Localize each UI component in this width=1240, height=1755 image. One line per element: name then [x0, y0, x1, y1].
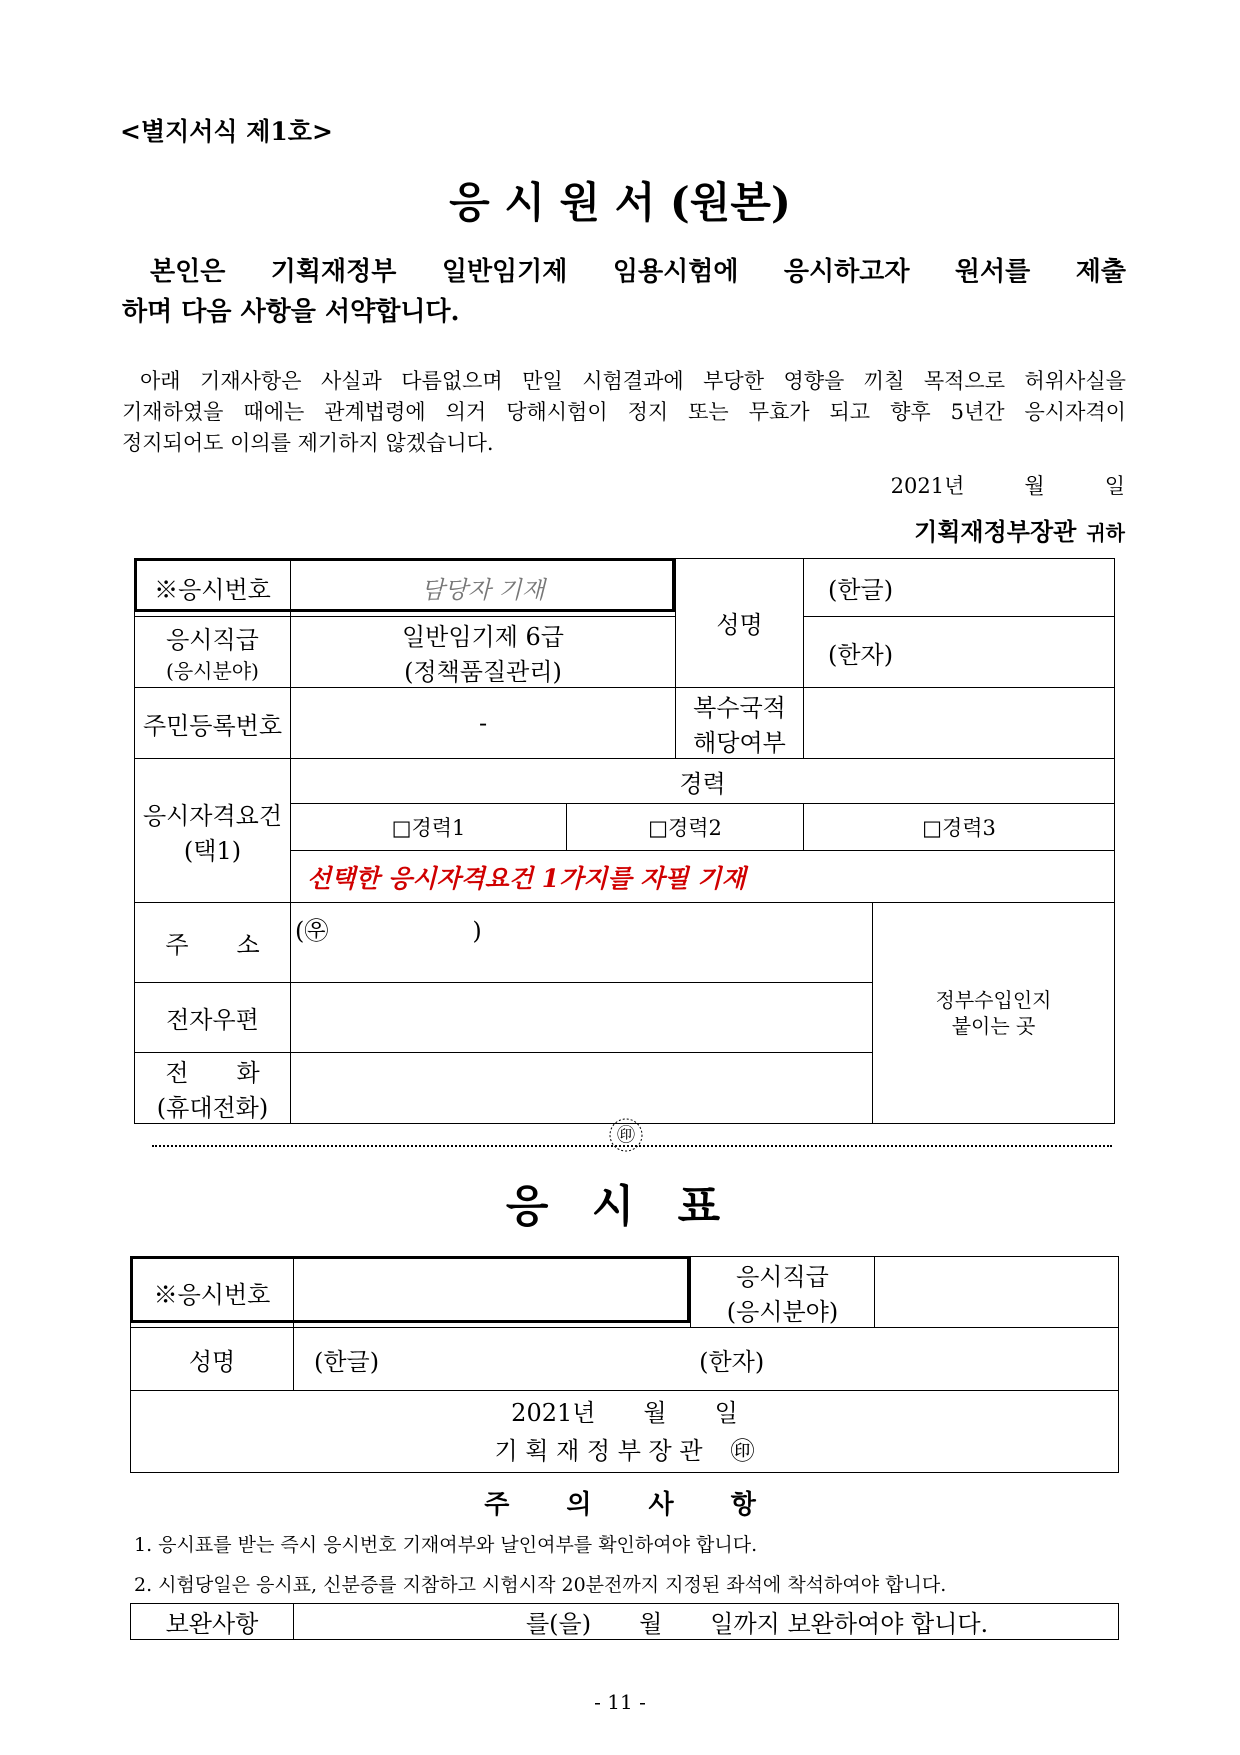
- email-label: 전자우편: [135, 983, 291, 1053]
- declaration-word: 시험결과에: [582, 369, 684, 393]
- ticket-name-label: 성명: [131, 1328, 294, 1391]
- seal-icon: ㊞: [730, 1436, 755, 1465]
- oath-word: 기획재정부: [270, 257, 397, 287]
- grade-value-line-2: (정책품질관리): [404, 658, 562, 686]
- phone-label: [135, 1053, 291, 1124]
- qualification-line-2: (택1): [183, 836, 242, 865]
- form-number: <별지서식 제1호>: [120, 117, 333, 146]
- qualification-label: [135, 759, 291, 903]
- notice-item: 1. 응시표를 받는 즉시 응시번호 기재여부와 날인여부를 확인하여야 합니다.: [134, 1534, 758, 1556]
- declaration-word: 의거: [445, 400, 487, 424]
- qualification-line-1: 응시자격요건: [142, 801, 283, 830]
- multi-nationality-label: [676, 688, 804, 759]
- declaration-word: 무효가: [748, 400, 810, 424]
- application-date: [891, 470, 1125, 500]
- notice-title: 주 의 사 항: [484, 1490, 756, 1520]
- ticket-name-hanja: (한자): [699, 1347, 765, 1376]
- grade-sub-text: (응시분야): [166, 659, 259, 683]
- declaration-word: 응시자격이: [1024, 400, 1126, 424]
- declaration-word: 부당한: [703, 369, 764, 393]
- declaration-word: 사실과: [320, 369, 382, 393]
- revenue-stamp-area: [873, 903, 1115, 1124]
- oath-word: 제출: [1075, 257, 1126, 287]
- revenue-stamp-line-1: 정부수입인지: [935, 988, 1052, 1012]
- declaration-word: 5년간: [950, 400, 1005, 424]
- notice-item: 2. 시험당일은 응시표, 신분증를 지참하고 시험시작 20분전까지 지정된 좌석에 착석하여야 합니다.: [134, 1574, 947, 1596]
- declaration-word: 허위사실을: [1024, 369, 1126, 393]
- multi-nationality-field[interactable]: [804, 688, 1115, 759]
- date-day: 일: [1104, 474, 1125, 498]
- date-month: 월: [1024, 474, 1045, 498]
- declaration-word: 기재하였을: [122, 400, 224, 424]
- name-label: 성명: [676, 559, 804, 688]
- declaration-line-2: [122, 397, 1126, 428]
- oath-word: 본인은: [150, 257, 226, 287]
- declaration-line-1: [122, 366, 1126, 397]
- addressee-honorific: 귀하: [1086, 521, 1125, 545]
- oath-word: 원서를: [954, 257, 1031, 287]
- date-year: 2021년: [890, 474, 965, 498]
- seal-icon: [608, 1117, 644, 1153]
- address-field[interactable]: (㉾ ): [291, 903, 873, 983]
- application-table: [134, 558, 1115, 1124]
- address-label: 주 소: [135, 903, 291, 983]
- resident-number-field[interactable]: -: [291, 688, 676, 759]
- qualification-note: 선택한 응시자격요건 1가지를 자필 기재: [291, 851, 1115, 903]
- oath-line-2: 하며 다음 사항을 서약합니다.: [122, 297, 460, 327]
- declaration-word: 때에는: [243, 400, 305, 424]
- declaration-word: 끼칠: [863, 369, 905, 393]
- exam-number-label: ※응시번호: [135, 559, 291, 617]
- ticket-grade-line-1: 응시직급: [736, 1263, 829, 1291]
- revenue-stamp-line-2: 붙이는 곳: [951, 1014, 1036, 1038]
- name-korean-field[interactable]: (한글): [804, 559, 1115, 617]
- ticket-title: 응 시 표: [505, 1181, 735, 1232]
- ticket-grade-line-2: (응시분야): [726, 1298, 839, 1326]
- career-option-3[interactable]: □경력3: [804, 804, 1115, 851]
- declaration-line-3: 정지되어도 이의를 제기하지 않겠습니다.: [122, 431, 494, 455]
- oath-word: 응시하고자: [783, 257, 910, 287]
- cut-line: [152, 1145, 1112, 1147]
- ticket-name-field[interactable]: [294, 1328, 1119, 1391]
- grade-label-text: 응시직급: [166, 626, 259, 654]
- declaration-word: 목적으로: [923, 369, 1005, 393]
- declaration-word: 당해시험이: [506, 400, 608, 424]
- declaration-paragraph: [122, 366, 1126, 459]
- resident-number-label: 주민등록번호: [135, 688, 291, 759]
- grade-value-line-1: 일반임기제 6급: [401, 623, 564, 651]
- exam-number-field[interactable]: 담당자 기재: [291, 559, 676, 617]
- ticket-issue-block: [131, 1391, 1119, 1473]
- career-option-2[interactable]: □경력2: [567, 804, 804, 851]
- ticket-grade-label: [691, 1257, 875, 1328]
- addressee-name: 기획재정부장관: [914, 517, 1077, 546]
- exam-number-highlight: [134, 558, 675, 612]
- ticket-exam-number-label: ※응시번호: [131, 1257, 294, 1328]
- oath-paragraph: [122, 252, 1126, 332]
- ticket-grade-field[interactable]: [875, 1257, 1119, 1328]
- declaration-word: 관계법령에: [324, 400, 426, 424]
- career-option-1[interactable]: □경력1: [291, 804, 567, 851]
- supplement-table: [130, 1603, 1119, 1640]
- declaration-word: 다름없으며: [401, 369, 503, 393]
- ticket-date: 2021년 월 일: [511, 1398, 738, 1427]
- declaration-word: 향후: [890, 400, 931, 424]
- page-title: 응 시 원 서 (원본): [449, 178, 791, 227]
- oath-word: 임용시험에: [612, 257, 739, 287]
- declaration-word: 영향을: [783, 369, 845, 393]
- seal-glyph: ㊞: [617, 1125, 635, 1146]
- grade-label: [135, 617, 291, 688]
- declaration-word: 기재사항은: [200, 369, 302, 393]
- declaration-word: 또는: [688, 400, 729, 424]
- multi-nationality-line-1: 복수국적: [693, 694, 786, 722]
- phone-field[interactable]: [291, 1053, 873, 1124]
- career-header: 경력: [291, 759, 1115, 804]
- declaration-word: 정지: [627, 400, 669, 424]
- ticket-name-korean: (한글): [314, 1347, 380, 1376]
- ticket-issuer: [131, 1432, 1118, 1470]
- oath-line-1: [122, 252, 1126, 292]
- supplement-label: 보완사항: [131, 1604, 294, 1640]
- phone-line-1: 전 화: [165, 1059, 260, 1087]
- phone-line-2: (휴대전화): [156, 1094, 269, 1122]
- page-number: - 11 -: [594, 1690, 646, 1714]
- declaration-word: 되고: [829, 400, 871, 424]
- declaration-word: 아래: [140, 369, 181, 393]
- supplement-field[interactable]: 를(을) 월 일까지 보완하여야 합니다.: [294, 1604, 1119, 1640]
- declaration-word: 만일: [522, 369, 563, 393]
- ticket-exam-number-highlight: [130, 1256, 690, 1323]
- multi-nationality-line-2: 해당여부: [693, 729, 786, 757]
- grade-value: [291, 617, 676, 688]
- ticket-issuer-name: 기 획 재 정 부 장 관: [494, 1436, 703, 1465]
- addressee: [914, 512, 1125, 547]
- email-field[interactable]: [291, 983, 873, 1053]
- oath-word: 일반임기제: [441, 257, 568, 287]
- name-hanja-field[interactable]: (한자): [804, 617, 1115, 688]
